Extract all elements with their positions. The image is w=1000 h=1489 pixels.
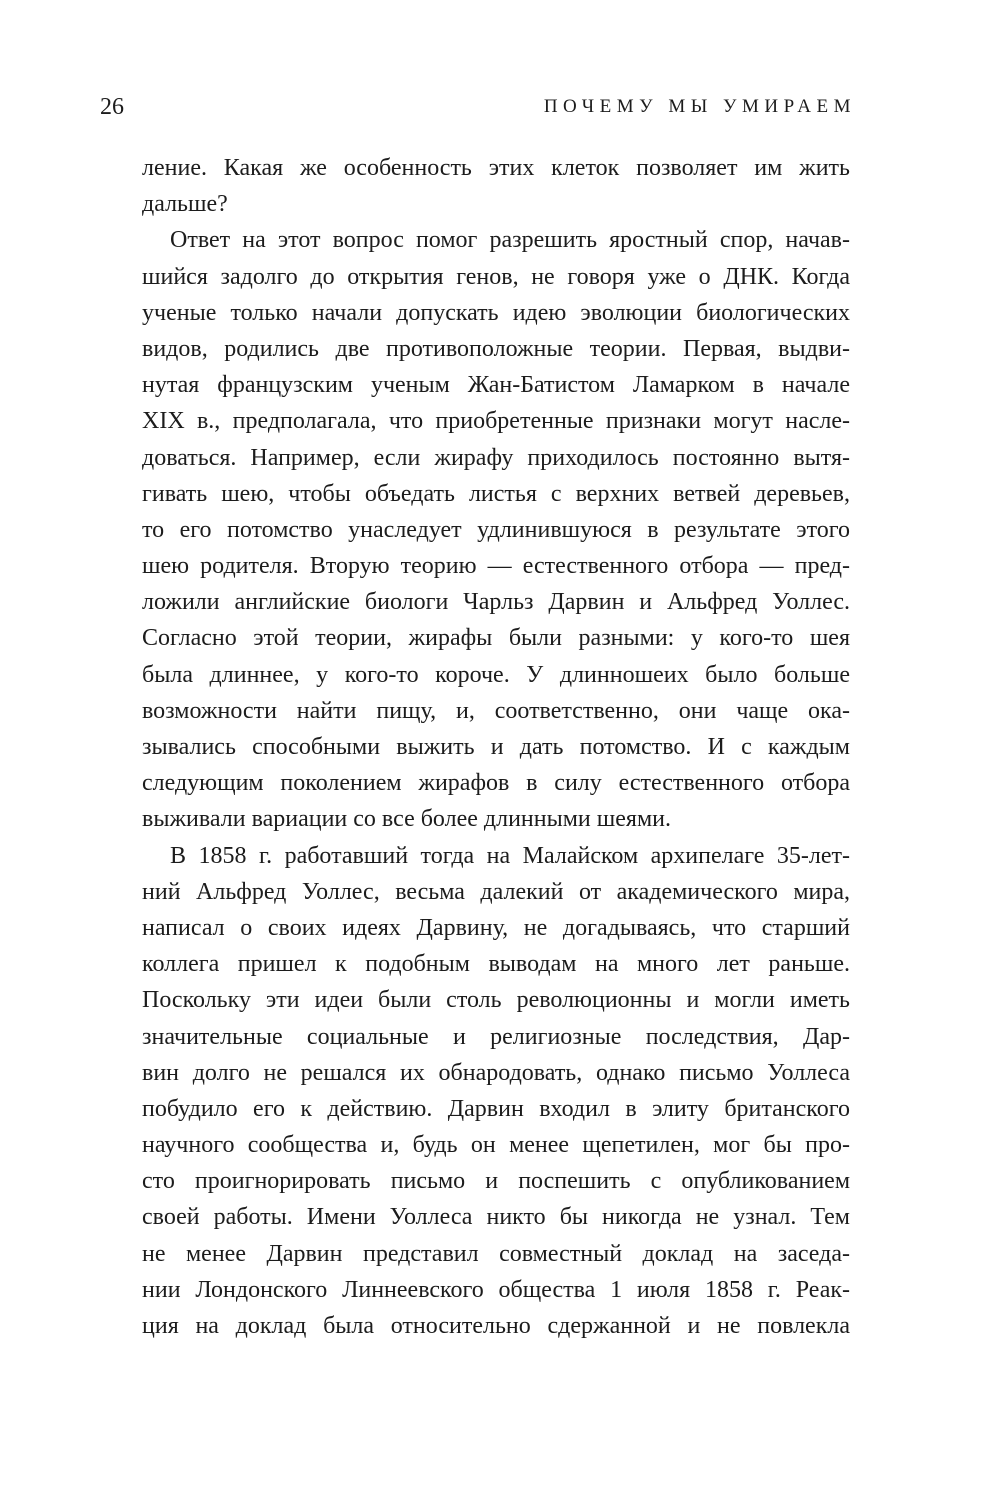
text-line: была длиннее, у кого-то короче. У длинношеих было больше (142, 661, 850, 688)
text-line: В 1858 г. работавший тогда на Малайском архипелаге 35-лет- (170, 842, 850, 869)
page-number: 26 (100, 94, 124, 120)
running-title: ПОЧЕМУ МЫ УМИРАЕМ (543, 96, 856, 117)
body-text (142, 150, 850, 1344)
text-line: следующим поколением жирафов в силу естественного отбора (142, 770, 850, 797)
paragraph (142, 222, 850, 837)
text-line: своей работы. Имени Уоллеса никто бы никогда не узнал. Тем (142, 1204, 850, 1231)
text-line: Ответ на этот вопрос помог разрешить яростный спор, начав- (170, 227, 850, 254)
text-line: не менее Дарвин представил совместный доклад на заседа- (142, 1240, 850, 1267)
text-line: коллега пришел к подобным выводам на много лет раньше. (142, 951, 850, 978)
text-line: побудило его к действию. Дарвин входил в элиту британского (142, 1095, 850, 1122)
text-line: сто проигнорировать письмо и поспешить с опубликованием (142, 1168, 850, 1195)
text-line: возможности найти пищу, и, соответственно, они чаще ока- (142, 697, 850, 724)
text-line: шийся задолго до открытия генов, не говоря уже о ДНК. Когда (142, 263, 850, 290)
text-line: доваться. Например, если жирафу приходилось постоянно вытя- (142, 444, 850, 471)
text-line: дальше? (142, 191, 228, 218)
text-line: гивать шею, чтобы объедать листья с верхних ветвей деревьев, (142, 480, 850, 507)
paragraph (142, 838, 850, 1345)
paragraph (142, 150, 850, 222)
text-line: ученые только начали допускать идею эволюции биологических (142, 299, 850, 326)
text-line: Поскольку эти идеи были столь революционны и могли иметь (142, 987, 850, 1014)
text-line: нии Лондонского Линнеевского общества 1 июля 1858 г. Реак- (142, 1276, 850, 1303)
text-line: научного сообщества и, будь он менее щепетилен, мог бы про- (142, 1132, 850, 1159)
text-line: Согласно этой теории, жирафы были разными: у кого-то шея (142, 625, 850, 652)
text-line: значительные социальные и религиозные последствия, Дар- (142, 1023, 850, 1050)
text-line: ция на доклад была относительно сдержанной и не повлекла (142, 1313, 850, 1339)
text-line: вин долго не решался их обнародовать, однако письмо Уоллеса (142, 1059, 850, 1086)
text-line: нутая французским ученым Жан-Батистом Ламарком в начале (142, 372, 850, 399)
text-line: ложили английские биологи Чарльз Дарвин и Альфред Уоллес. (142, 589, 850, 616)
text-line: ление. Какая же особенность этих клеток позволяет им жить (142, 155, 850, 181)
text-line: написал о своих идеях Дарвину, не догадываясь, что старший (142, 914, 850, 941)
text-line: XIX в., предполагала, что приобретенные признаки могут насле- (142, 408, 850, 435)
text-line: то его потомство унаследует удлинившуюся в результате этого (142, 516, 850, 543)
text-line: зывались способными выжить и дать потомство. И с каждым (142, 734, 850, 760)
text-line: выживали вариации со все более длинными шеями. (142, 806, 671, 833)
text-line: ний Альфред Уоллес, весьма далекий от академического мира, (142, 878, 850, 905)
text-line: видов, родились две противоположные теории. Первая, выдви- (142, 335, 850, 362)
text-line: шею родителя. Вторую теорию — естественного отбора — пред- (142, 553, 850, 580)
